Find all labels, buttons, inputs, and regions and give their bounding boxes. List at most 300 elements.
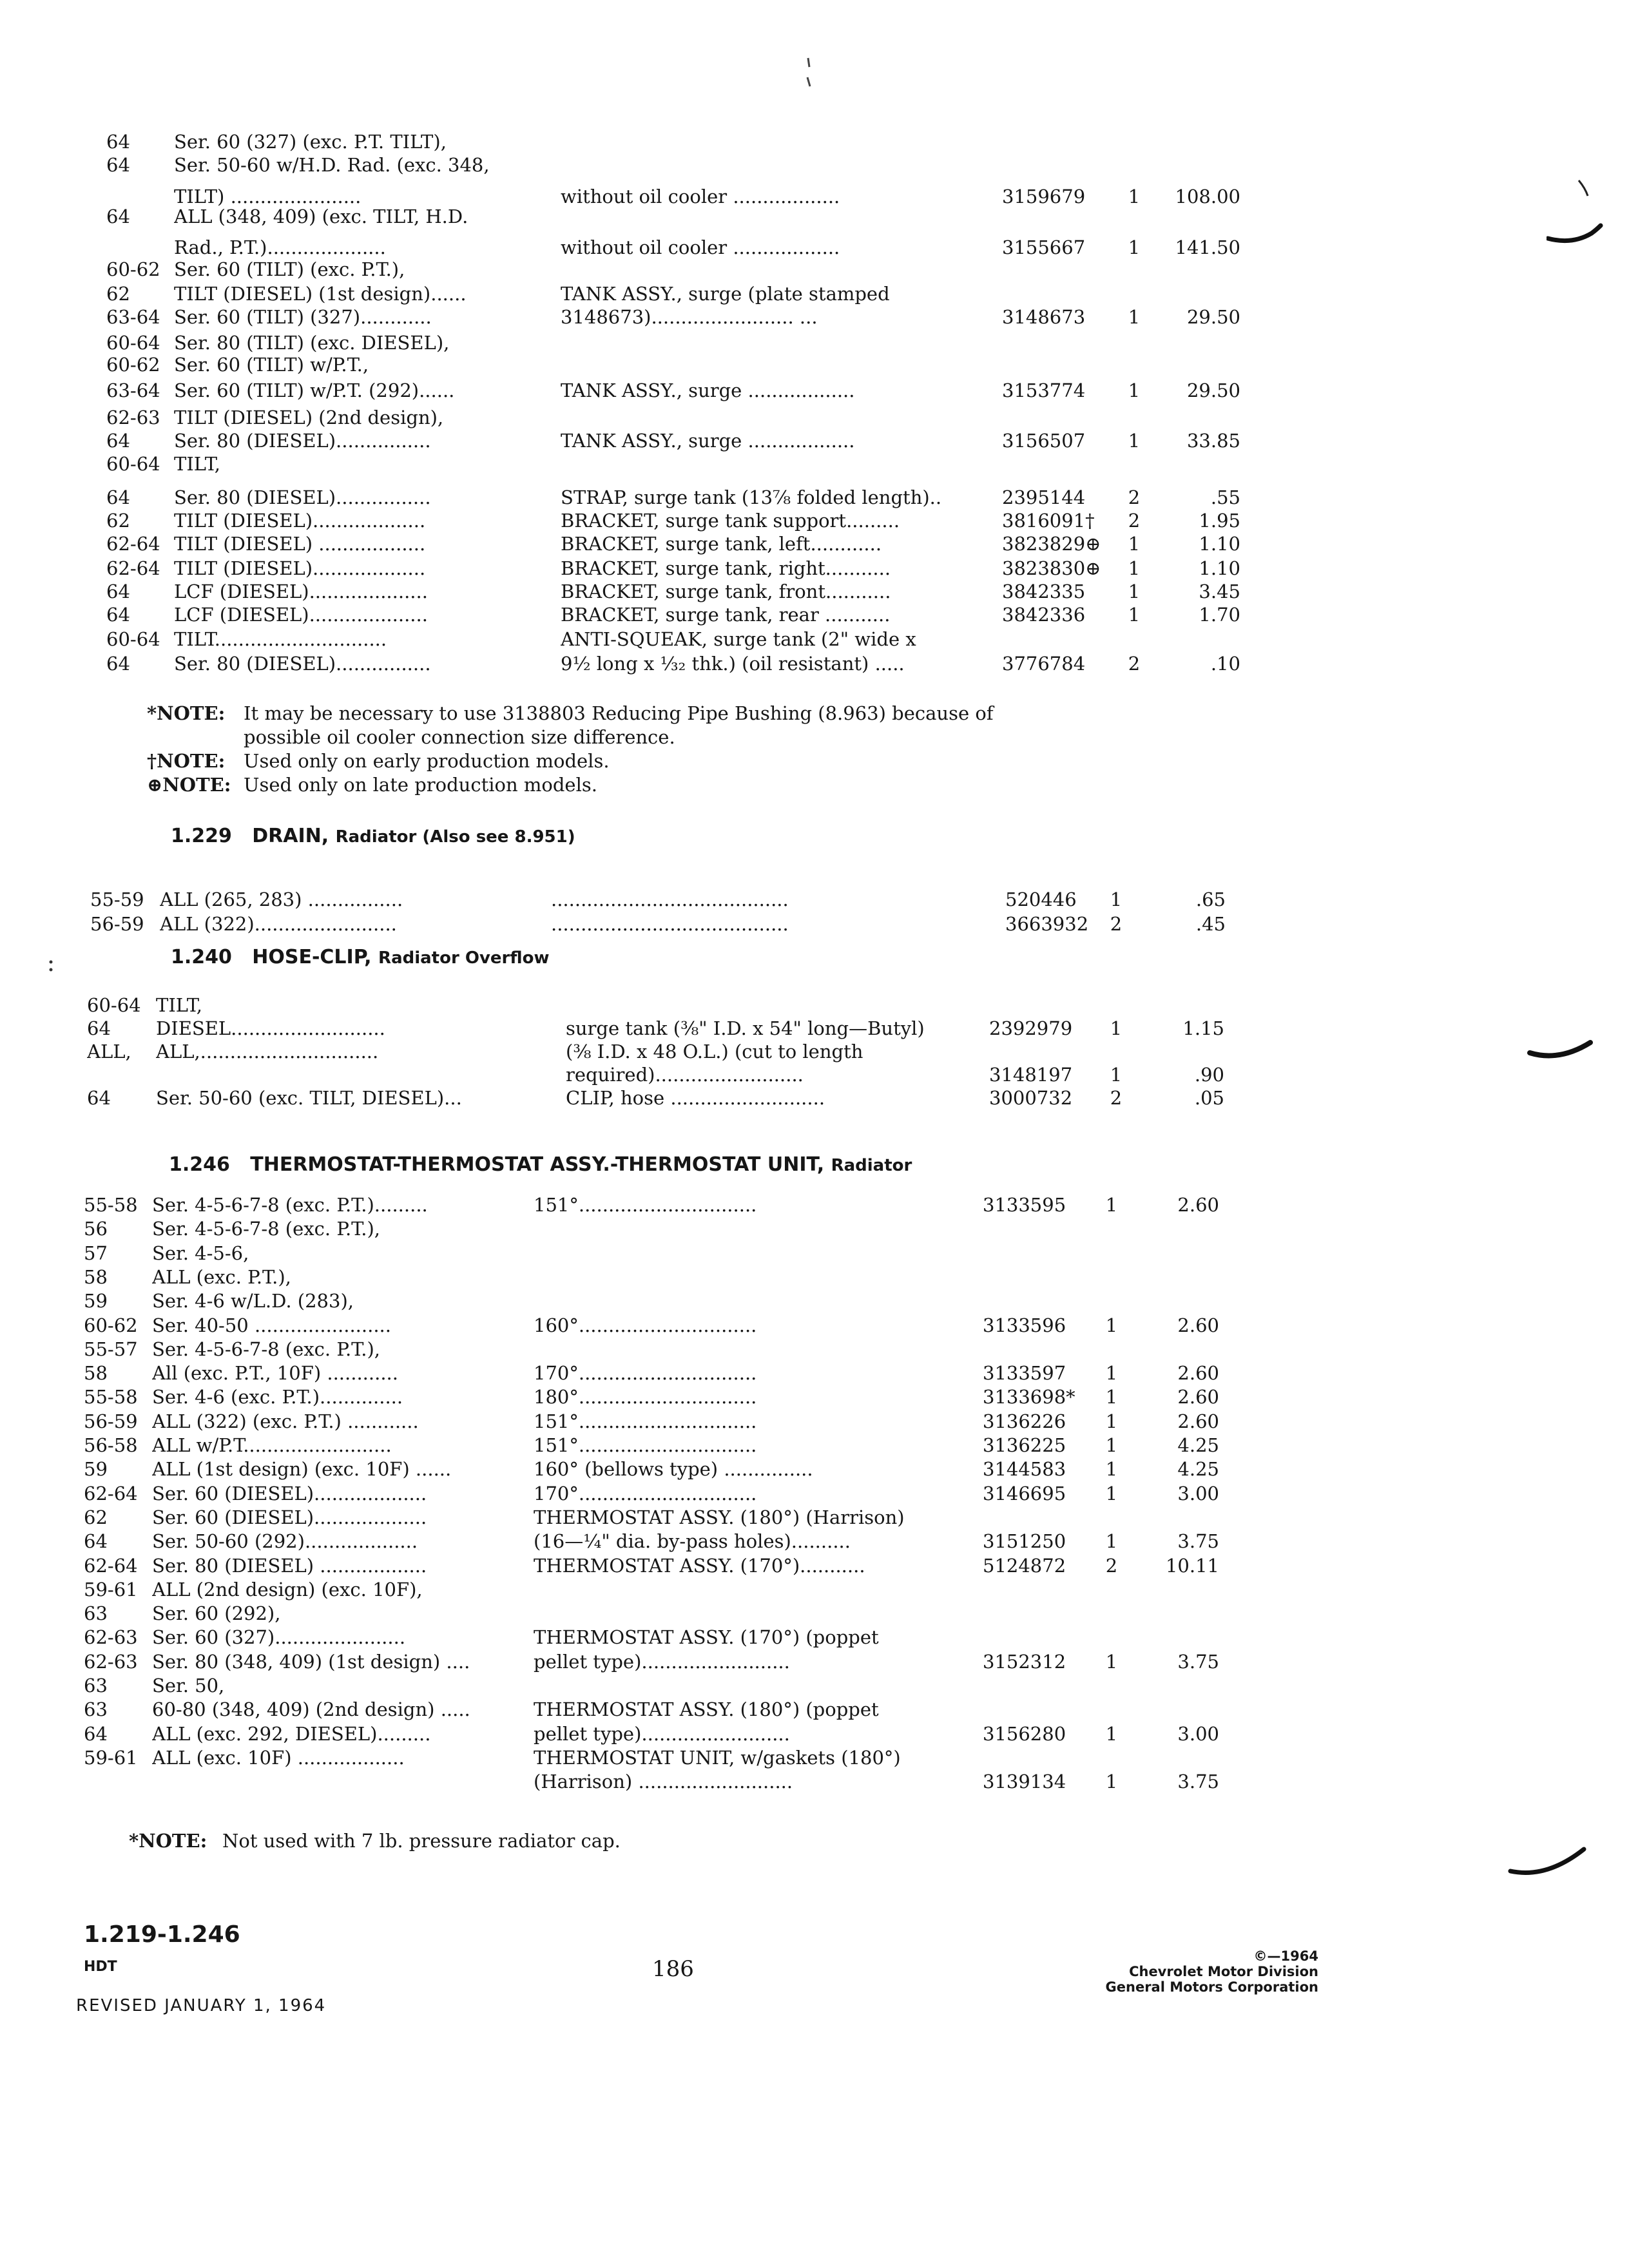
quantity-cell: 1 — [1105, 1386, 1118, 1408]
quantity-cell: 1 — [1128, 557, 1141, 579]
applies-cell: ALL (322)........................ — [160, 913, 397, 935]
applies-cell: Ser. 60 (327)...................... — [152, 1626, 406, 1649]
part-number-cell: 3148673 — [1002, 306, 1086, 328]
description-cell: BRACKET, surge tank, right........... — [561, 557, 891, 579]
note-label: *NOTE: — [147, 702, 226, 724]
price-cell: 4.25 — [1177, 1458, 1219, 1481]
description-cell: BRACKET, surge tank, rear ........... — [561, 604, 891, 626]
section-heading-1246 — [169, 1153, 912, 1176]
price-cell: 2.60 — [1177, 1314, 1219, 1336]
year-cell: 63-64 — [106, 306, 160, 328]
table-row — [0, 1384, 1629, 1410]
year-cell: 62 — [106, 510, 130, 532]
year-cell: 55-59 — [90, 889, 144, 910]
footer-publisher — [1031, 1948, 1318, 1995]
corporation: General Motors Corporation — [1105, 1979, 1318, 1995]
table-row — [0, 485, 1629, 510]
description-cell: THERMOSTAT ASSY. (170°)........... — [534, 1554, 865, 1577]
year-cell: 64 — [87, 1087, 111, 1109]
table-row — [0, 579, 1629, 604]
year-cell: ALL, — [87, 1041, 131, 1062]
description-cell: STRAP, surge tank (13⅞ folded length).. — [561, 486, 942, 508]
year-cell: 63 — [84, 1675, 108, 1696]
applies-cell: Ser. 4-5-6, — [152, 1242, 249, 1264]
note-text: Used only on late production models. — [244, 774, 597, 796]
price-cell: .90 — [1194, 1064, 1224, 1086]
quantity-cell: 1 — [1128, 604, 1141, 626]
part-number-cell: 3133595 — [983, 1194, 1066, 1216]
price-cell: .10 — [1210, 653, 1240, 675]
quantity-cell: 1 — [1105, 1410, 1118, 1432]
part-number-cell: 3152312 — [983, 1650, 1066, 1673]
applies-cell: Ser. 4-6 (exc. P.T.).............. — [152, 1386, 403, 1408]
applies-cell: ALL (exc. 292, DIESEL)......... — [152, 1722, 431, 1745]
description-cell: THERMOSTAT ASSY. (180°) (poppet — [534, 1698, 879, 1721]
year-cell: 62-63 — [106, 407, 160, 428]
quantity-cell: 1 — [1105, 1434, 1118, 1456]
quantity-cell: 1 — [1128, 581, 1141, 602]
applies-cell: ALL (exc. 10F) .................. — [152, 1746, 405, 1769]
applies-cell: TILT, — [156, 994, 202, 1016]
year-cell: 58 — [84, 1265, 108, 1288]
description-cell: pellet type)......................... — [534, 1722, 790, 1745]
quantity-cell: 2 — [1128, 510, 1141, 532]
price-cell: 2.60 — [1177, 1410, 1219, 1432]
table-row — [0, 555, 1629, 581]
year-cell: 55-58 — [84, 1386, 138, 1408]
quantity-cell: 1 — [1105, 1530, 1118, 1553]
part-number-cell: 3139134 — [983, 1771, 1066, 1793]
price-cell: 10.11 — [1165, 1554, 1219, 1577]
table-row — [0, 911, 1629, 937]
description-cell: TANK ASSY., surge .................. — [561, 430, 855, 452]
description-cell: 151°.............................. — [534, 1410, 757, 1432]
part-number-cell: 3000732 — [989, 1087, 1073, 1109]
part-number-cell: 5124872 — [983, 1554, 1066, 1577]
table-row — [0, 1577, 1629, 1602]
quantity-cell: 1 — [1110, 1064, 1123, 1086]
description-cell: BRACKET, surge tank support......... — [561, 510, 900, 532]
table-row — [0, 602, 1629, 628]
description-cell: CLIP, hose .......................... — [566, 1087, 825, 1109]
description-cell: TANK ASSY., surge (plate stamped — [561, 283, 890, 305]
quantity-cell: 1 — [1105, 1362, 1118, 1385]
table-row — [0, 1408, 1629, 1434]
table-row — [0, 281, 1629, 307]
table-row — [0, 129, 1629, 155]
price-cell: 1.10 — [1199, 533, 1240, 555]
note-label: *NOTE: — [129, 1830, 207, 1852]
year-cell: 55-58 — [84, 1194, 138, 1216]
table-row — [0, 1624, 1629, 1650]
applies-cell: Ser. 4-5-6-7-8 (exc. P.T.), — [152, 1218, 381, 1240]
division: Chevrolet Motor Division — [1129, 1964, 1318, 1979]
applies-cell: ALL (322) (exc. P.T.) ............ — [152, 1410, 419, 1432]
applies-cell: TILT (DIESEL) (1st design)...... — [174, 283, 467, 305]
applies-cell: Ser. 80 (DIESEL)................ — [174, 486, 431, 508]
part-number-cell: 3155667 — [1002, 236, 1086, 258]
table-row — [0, 887, 1629, 912]
page-number: 186 — [652, 1956, 694, 1982]
part-number-cell: 3153774 — [1002, 380, 1086, 401]
price-cell: 4.25 — [1177, 1434, 1219, 1456]
table-row — [0, 1192, 1629, 1218]
price-cell: 141.50 — [1175, 236, 1240, 258]
applies-cell: Ser. 60 (DIESEL)................... — [152, 1506, 427, 1528]
part-number-cell: 3146695 — [983, 1482, 1066, 1504]
applies-cell: Rad., P.T.).................... — [174, 236, 386, 258]
table-row — [0, 304, 1629, 330]
table-row — [0, 1240, 1629, 1266]
applies-cell: TILT (DIESEL) (2nd design), — [174, 407, 444, 428]
table-row — [0, 1062, 1629, 1088]
table-row — [0, 256, 1629, 282]
year-cell: 56-59 — [90, 913, 144, 935]
year-cell: 62-64 — [84, 1482, 138, 1504]
year-cell: 64 — [106, 604, 130, 626]
year-cell: 64 — [106, 581, 130, 602]
year-cell: 62-63 — [84, 1650, 138, 1673]
description-cell: ........................................ — [551, 913, 789, 935]
applies-cell: Ser. 80 (348, 409) (1st design) .... — [152, 1650, 470, 1673]
price-cell: 1.15 — [1182, 1017, 1224, 1039]
description-cell: THERMOSTAT ASSY. (170°) (poppet — [534, 1626, 879, 1649]
table-row — [0, 1649, 1629, 1675]
note-text: Used only on early production models. — [244, 750, 610, 772]
applies-cell: Ser. 50, — [152, 1675, 225, 1696]
table-row — [0, 1504, 1629, 1530]
quantity-cell: 1 — [1110, 889, 1123, 910]
year-cell: 62 — [106, 283, 130, 305]
note-label: ⊕NOTE: — [147, 774, 231, 796]
description-cell: required)......................... — [566, 1064, 804, 1086]
description-cell: THERMOSTAT ASSY. (180°) (Harrison) — [534, 1506, 905, 1528]
table-row — [0, 626, 1629, 652]
part-number-cell: 3136225 — [983, 1434, 1066, 1456]
table-row — [0, 1528, 1629, 1554]
quantity-cell: 1 — [1105, 1722, 1118, 1745]
applies-cell: TILT (DIESEL)................... — [174, 510, 426, 532]
table-row — [0, 508, 1629, 533]
applies-cell: ALL (exc. P.T.), — [152, 1265, 291, 1288]
quantity-cell: 1 — [1105, 1650, 1118, 1673]
description-cell: (16—¼" dia. by-pass holes).......... — [534, 1530, 851, 1553]
year-cell: 57 — [84, 1242, 108, 1264]
quantity-cell: 1 — [1105, 1458, 1118, 1481]
applies-cell: LCF (DIESEL).................... — [174, 604, 428, 626]
price-cell: 3.45 — [1199, 581, 1240, 602]
applies-cell: TILT............................. — [174, 628, 387, 650]
applies-cell: Ser. 80 (DIESEL) .................. — [152, 1554, 427, 1577]
footer-revised: REVISED JANUARY 1, 1964 — [76, 1996, 327, 2015]
year-cell: 59-61 — [84, 1578, 138, 1600]
applies-cell: ALL,.............................. — [156, 1041, 379, 1062]
year-cell: 64 — [106, 430, 130, 452]
quantity-cell: 2 — [1128, 486, 1141, 508]
year-cell: 64 — [106, 206, 130, 227]
applies-cell: TILT, — [174, 453, 220, 475]
applies-cell: Ser. 4-5-6-7-8 (exc. P.T.), — [152, 1338, 381, 1360]
year-cell: 56 — [84, 1218, 108, 1240]
year-cell: 60-64 — [87, 994, 141, 1016]
table-row — [0, 1085, 1629, 1111]
quantity-cell: 2 — [1110, 1087, 1123, 1109]
quantity-cell: 1 — [1128, 533, 1141, 555]
description-cell: ANTI-SQUEAK, surge tank (2" wide x — [561, 628, 916, 650]
price-cell: 3.75 — [1177, 1530, 1219, 1553]
part-number-cell: 3663932 — [1005, 913, 1089, 935]
year-cell: 56-58 — [84, 1434, 138, 1456]
applies-cell: TILT (DIESEL) .................. — [174, 533, 426, 555]
year-cell: 62-63 — [84, 1626, 138, 1649]
quantity-cell: 1 — [1128, 236, 1141, 258]
year-cell: 60-62 — [106, 354, 160, 376]
table-row — [0, 428, 1629, 454]
description-cell: surge tank (⅜" I.D. x 54" long—Butyl) — [566, 1017, 925, 1039]
table-row — [0, 451, 1629, 477]
part-number-cell: 3776784 — [1002, 653, 1086, 675]
part-number-cell: 3156507 — [1002, 430, 1086, 452]
year-cell: 60-64 — [106, 628, 160, 650]
table-row — [0, 1039, 1629, 1064]
price-cell: 2.60 — [1177, 1362, 1219, 1385]
year-cell: 64 — [87, 1017, 111, 1039]
applies-cell: Ser. 4-5-6-7-8 (exc. P.T.)......... — [152, 1194, 428, 1216]
description-cell: pellet type)......................... — [534, 1650, 790, 1673]
section-title: HOSE-CLIP, — [252, 946, 372, 968]
price-cell: 3.00 — [1177, 1482, 1219, 1504]
table-row — [0, 992, 1629, 1018]
year-cell: 60-62 — [106, 258, 160, 280]
description-cell: without oil cooler .................. — [561, 186, 840, 207]
section-subtitle: Radiator — [831, 1156, 912, 1175]
year-cell: 64 — [106, 653, 130, 675]
year-cell: 62-64 — [84, 1554, 138, 1577]
table-row — [0, 152, 1629, 178]
table-row — [0, 1264, 1629, 1290]
table-row — [0, 1432, 1629, 1458]
price-cell: 29.50 — [1186, 380, 1240, 401]
year-cell: 58 — [84, 1362, 108, 1385]
year-cell: 64 — [106, 486, 130, 508]
year-cell: 59 — [84, 1290, 108, 1312]
year-cell: 56-59 — [84, 1410, 138, 1432]
applies-cell: ALL (348, 409) (exc. TILT, H.D. — [174, 206, 468, 227]
applies-cell: Ser. 4-6 w/L.D. (283), — [152, 1290, 354, 1312]
price-cell: 1.10 — [1199, 557, 1240, 579]
description-cell: BRACKET, surge tank, front........... — [561, 581, 891, 602]
table-row — [0, 1336, 1629, 1362]
applies-cell: Ser. 60 (327) (exc. P.T. TILT), — [174, 131, 447, 153]
part-number-cell: 3823830⊕ — [1002, 557, 1101, 579]
description-cell: 160° (bellows type) ............... — [534, 1458, 813, 1481]
applies-cell: Ser. 60 (TILT) w/P.T., — [174, 354, 369, 376]
section-number: 1.246 — [169, 1153, 230, 1176]
applies-cell: Ser. 50-60 (292)................... — [152, 1530, 418, 1553]
description-cell: 160°.............................. — [534, 1314, 757, 1336]
quantity-cell: 1 — [1128, 380, 1141, 401]
applies-cell: Ser. 60 (292), — [152, 1602, 281, 1625]
description-cell: 170°.............................. — [534, 1482, 757, 1504]
price-cell: 2.60 — [1177, 1386, 1219, 1408]
table-row — [0, 1288, 1629, 1314]
section-heading-1240 — [171, 946, 550, 968]
part-number-cell: 3816091† — [1002, 510, 1095, 532]
quantity-cell: 1 — [1105, 1194, 1118, 1216]
table-row — [0, 405, 1629, 430]
applies-cell: ALL (265, 283) ................ — [160, 889, 403, 910]
applies-cell: 60-80 (348, 409) (2nd design) ..... — [152, 1698, 470, 1721]
year-cell: 62 — [84, 1506, 108, 1528]
quantity-cell: 1 — [1105, 1314, 1118, 1336]
part-number-cell: 3151250 — [983, 1530, 1066, 1553]
note-text: possible oil cooler connection size difference. — [244, 726, 675, 748]
table-row — [0, 1745, 1629, 1771]
price-cell: 3.00 — [1177, 1722, 1219, 1745]
part-number-cell: 2392979 — [989, 1017, 1073, 1039]
part-number-cell: 3842335 — [1002, 581, 1086, 602]
price-cell: 108.00 — [1175, 186, 1240, 207]
table-row — [0, 1553, 1629, 1579]
table-row — [0, 1216, 1629, 1242]
table-row — [0, 1481, 1629, 1506]
part-number-cell: 3133597 — [983, 1362, 1066, 1385]
applies-cell: TILT) ...................... — [174, 186, 361, 207]
part-number-cell: 3136226 — [983, 1410, 1066, 1432]
table-row — [0, 1312, 1629, 1338]
year-cell: 64 — [106, 154, 130, 176]
applies-cell: Ser. 80 (DIESEL)................ — [174, 430, 431, 452]
year-cell: 55-57 — [84, 1338, 138, 1360]
description-cell: BRACKET, surge tank, left............ — [561, 533, 882, 555]
table-row — [0, 1015, 1629, 1041]
price-cell: 3.75 — [1177, 1771, 1219, 1793]
description-cell: (Harrison) .......................... — [534, 1771, 793, 1793]
section-number: 1.229 — [171, 825, 232, 847]
applies-cell: All (exc. P.T., 10F) ............ — [152, 1362, 398, 1385]
table-row — [0, 1696, 1629, 1722]
applies-cell: Ser. 80 (TILT) (exc. DIESEL), — [174, 332, 450, 354]
section-subtitle: Radiator Overflow — [378, 948, 550, 968]
applies-cell: Ser. 80 (DIESEL)................ — [174, 653, 431, 675]
quantity-cell: 1 — [1110, 1017, 1123, 1039]
description-cell: 180°.............................. — [534, 1386, 757, 1408]
price-cell: 29.50 — [1186, 306, 1240, 328]
scan-mark-top — [799, 52, 818, 90]
table-row — [0, 651, 1629, 677]
year-cell: 60-64 — [106, 332, 160, 354]
description-cell: 151°.............................. — [534, 1194, 757, 1216]
part-number-cell: 2395144 — [1002, 486, 1086, 508]
table-row — [0, 1673, 1629, 1698]
price-cell: 2.60 — [1177, 1194, 1219, 1216]
price-cell: .55 — [1210, 486, 1240, 508]
section-subtitle: Radiator (Also see 8.951) — [335, 827, 575, 847]
quantity-cell: 1 — [1128, 186, 1141, 207]
part-number-cell: 3133596 — [983, 1314, 1066, 1336]
applies-cell: TILT (DIESEL)................... — [174, 557, 426, 579]
table-row — [0, 1456, 1629, 1482]
year-cell: 59-61 — [84, 1746, 138, 1769]
year-cell: 62-64 — [106, 533, 160, 555]
quantity-cell: 1 — [1105, 1771, 1118, 1793]
section-title: THERMOSTAT-THERMOSTAT ASSY.-THERMOSTAT UNIT, — [250, 1153, 825, 1176]
applies-cell: Ser. 50-60 (exc. TILT, DIESEL)... — [156, 1087, 462, 1109]
table-row — [0, 531, 1629, 557]
footer-range: 1.219-1.246 — [84, 1921, 240, 1948]
quantity-cell: 2 — [1128, 653, 1141, 675]
year-cell: 64 — [106, 131, 130, 153]
quantity-cell: 2 — [1110, 913, 1123, 935]
applies-cell: LCF (DIESEL).................... — [174, 581, 428, 602]
applies-cell: Ser. 60 (DIESEL)................... — [152, 1482, 427, 1504]
table-row — [0, 378, 1629, 403]
year-cell: 64 — [84, 1722, 108, 1745]
part-number-cell: 3823829⊕ — [1002, 533, 1101, 555]
note-label: †NOTE: — [147, 750, 226, 772]
year-cell: 63 — [84, 1602, 108, 1625]
description-cell: 9½ long x ⅓₂ thk.) (oil resistant) ..... — [561, 653, 905, 675]
margin-mark-3 — [1508, 1843, 1592, 1888]
applies-cell: Ser. 60 (TILT) w/P.T. (292)...... — [174, 380, 455, 401]
description-cell: 151°.............................. — [534, 1434, 757, 1456]
year-cell: 60-64 — [106, 453, 160, 475]
applies-cell: DIESEL.......................... — [156, 1017, 385, 1039]
price-cell: .65 — [1195, 889, 1226, 910]
description-cell: ........................................ — [551, 889, 789, 910]
year-cell: 64 — [84, 1530, 108, 1553]
note-text: It may be necessary to use 3138803 Reducing Pipe Bushing (8.963) because of — [244, 702, 994, 724]
quantity-cell: 1 — [1128, 306, 1141, 328]
section-title: DRAIN, — [252, 825, 329, 847]
applies-cell: Ser. 40-50 ....................... — [152, 1314, 391, 1336]
quantity-cell: 2 — [1105, 1554, 1118, 1577]
part-number-cell: 3133698* — [983, 1386, 1075, 1408]
description-cell: without oil cooler .................. — [561, 236, 840, 258]
year-cell: 59 — [84, 1458, 108, 1481]
section-number: 1.240 — [171, 946, 232, 968]
quantity-cell: 1 — [1128, 430, 1141, 452]
part-number-cell: 3842336 — [1002, 604, 1086, 626]
applies-cell: Ser. 60 (TILT) (exc. P.T.), — [174, 258, 405, 280]
description-cell: 3148673)........................ ... — [561, 306, 818, 328]
description-cell: 170°.............................. — [534, 1362, 757, 1385]
price-cell: 1.95 — [1199, 510, 1240, 532]
year-cell: 63 — [84, 1698, 108, 1721]
applies-cell: Ser. 60 (TILT) (327)............ — [174, 306, 432, 328]
price-cell: .05 — [1194, 1087, 1224, 1109]
part-number-cell: 3144583 — [983, 1458, 1066, 1481]
table-row — [0, 352, 1629, 378]
table-row — [0, 1769, 1629, 1794]
part-number-cell: 3148197 — [989, 1064, 1073, 1086]
description-cell: THERMOSTAT UNIT, w/gaskets (180°) — [534, 1746, 901, 1769]
footer-code: HDT — [84, 1959, 117, 1975]
applies-cell: ALL w/P.T......................... — [152, 1434, 392, 1456]
quantity-cell: 1 — [1105, 1482, 1118, 1504]
section-heading-1229 — [171, 825, 575, 847]
margin-dot — [46, 959, 55, 974]
table-row — [0, 204, 1629, 229]
table-row — [0, 1360, 1629, 1386]
year-cell: 60-62 — [84, 1314, 138, 1336]
table-row — [0, 1721, 1629, 1747]
price-cell: 33.85 — [1186, 430, 1240, 452]
part-number-cell: 3159679 — [1002, 186, 1086, 207]
applies-cell: Ser. 50-60 w/H.D. Rad. (exc. 348, — [174, 154, 490, 176]
part-number-cell: 520446 — [1005, 889, 1077, 910]
applies-cell: ALL (2nd design) (exc. 10F), — [152, 1578, 423, 1600]
